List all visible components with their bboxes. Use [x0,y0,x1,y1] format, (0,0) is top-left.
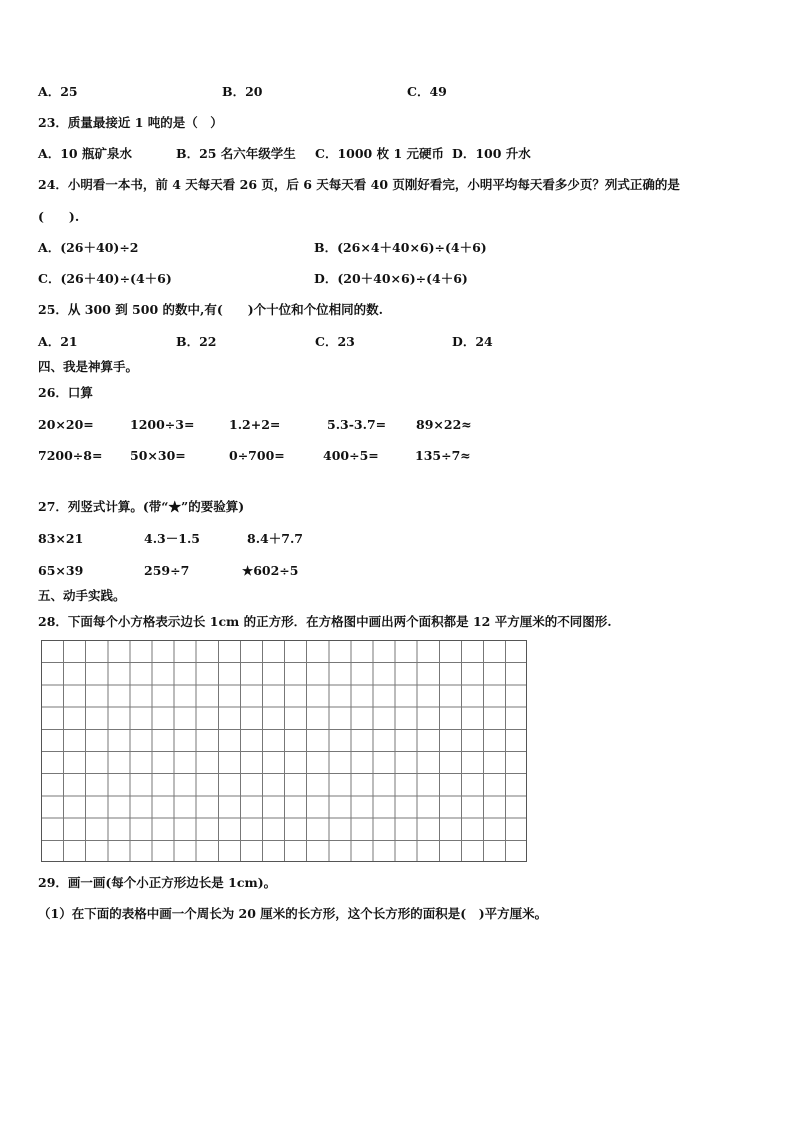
q26-item: 400÷5= [323,448,379,463]
q25-option-a[interactable]: A．21 [38,334,78,349]
q25-stem: 25．从 300 到 500 的数中,有( )个十位和个位相同的数. [38,302,384,317]
q23-stem: 23．质量最接近 1 吨的是（ ） [38,115,223,130]
q27-item: 65×39 [38,563,84,578]
q27-item: 4.3－1.5 [144,531,200,546]
q27-item: 83×21 [38,531,84,546]
section-5-heading: 五、动手实践。 [38,588,126,603]
q24-stem-line2: ( ). [38,209,80,224]
q24-option-c[interactable]: C．(26＋40)÷(4＋6) [38,271,172,286]
q26-item: 89×22≈ [416,417,472,432]
q24-option-d[interactable]: D．(20＋40×6)÷(4＋6) [314,271,468,286]
q25-option-c[interactable]: C．23 [315,334,355,349]
q27-item: 259÷7 [144,563,190,578]
q27-item: 8.4＋7.7 [247,531,303,546]
q22-option-b[interactable]: B．20 [222,84,263,99]
q27-item: ★602÷5 [242,563,299,578]
q23-option-a[interactable]: A．10 瓶矿泉水 [38,146,132,161]
q26-item: 7200÷8= [38,448,103,463]
q26-item: 0÷700= [229,448,285,463]
q24-option-a[interactable]: A．(26＋40)÷2 [38,240,139,255]
q26-item: 20×20= [38,417,94,432]
q25-option-b[interactable]: B．22 [176,334,217,349]
q22-option-a[interactable]: A．25 [38,84,78,99]
q26-item: 1200÷3= [130,417,195,432]
q22-option-c[interactable]: C．49 [407,84,447,99]
q23-option-c[interactable]: C．1000 枚 1 元硬币 [315,146,444,161]
section-4-heading: 四、我是神算手。 [38,359,139,374]
q27-stem: 27．列竖式计算。(带“★”的要验算) [38,499,245,514]
q24-option-b[interactable]: B．(26×4＋40×6)÷(4＋6) [314,240,487,255]
q25-option-d[interactable]: D．24 [452,334,493,349]
square-grid[interactable] [41,640,527,862]
q23-option-d[interactable]: D．100 升水 [452,146,531,161]
q26-item: 135÷7≈ [415,448,471,463]
q29-sub-question-1: （1）在下面的表格中画一个周长为 20 厘米的长方形，这个长方形的面积是( )平方厘米。 [38,906,548,921]
q23-option-b[interactable]: B．25 名六年级学生 [176,146,296,161]
q24-stem-line1: 24．小明看一本书，前 4 天每天看 26 页，后 6 天每天看 40 页刚好看完，小明平均每天看多少页？列式正确的是 [38,177,680,192]
q26-item: 5.3-3.7= [327,417,387,432]
q26-item: 50×30= [130,448,186,463]
q26-item: 1.2+2= [229,417,281,432]
q26-stem: 26．口算 [38,385,93,400]
q29-stem: 29．画一画(每个小正方形边长是 1cm)。 [38,875,277,890]
q28-stem: 28．下面每个小方格表示边长 1cm 的正方形．在方格图中画出两个面积都是 12 平方厘米的不同图形. [38,614,612,629]
